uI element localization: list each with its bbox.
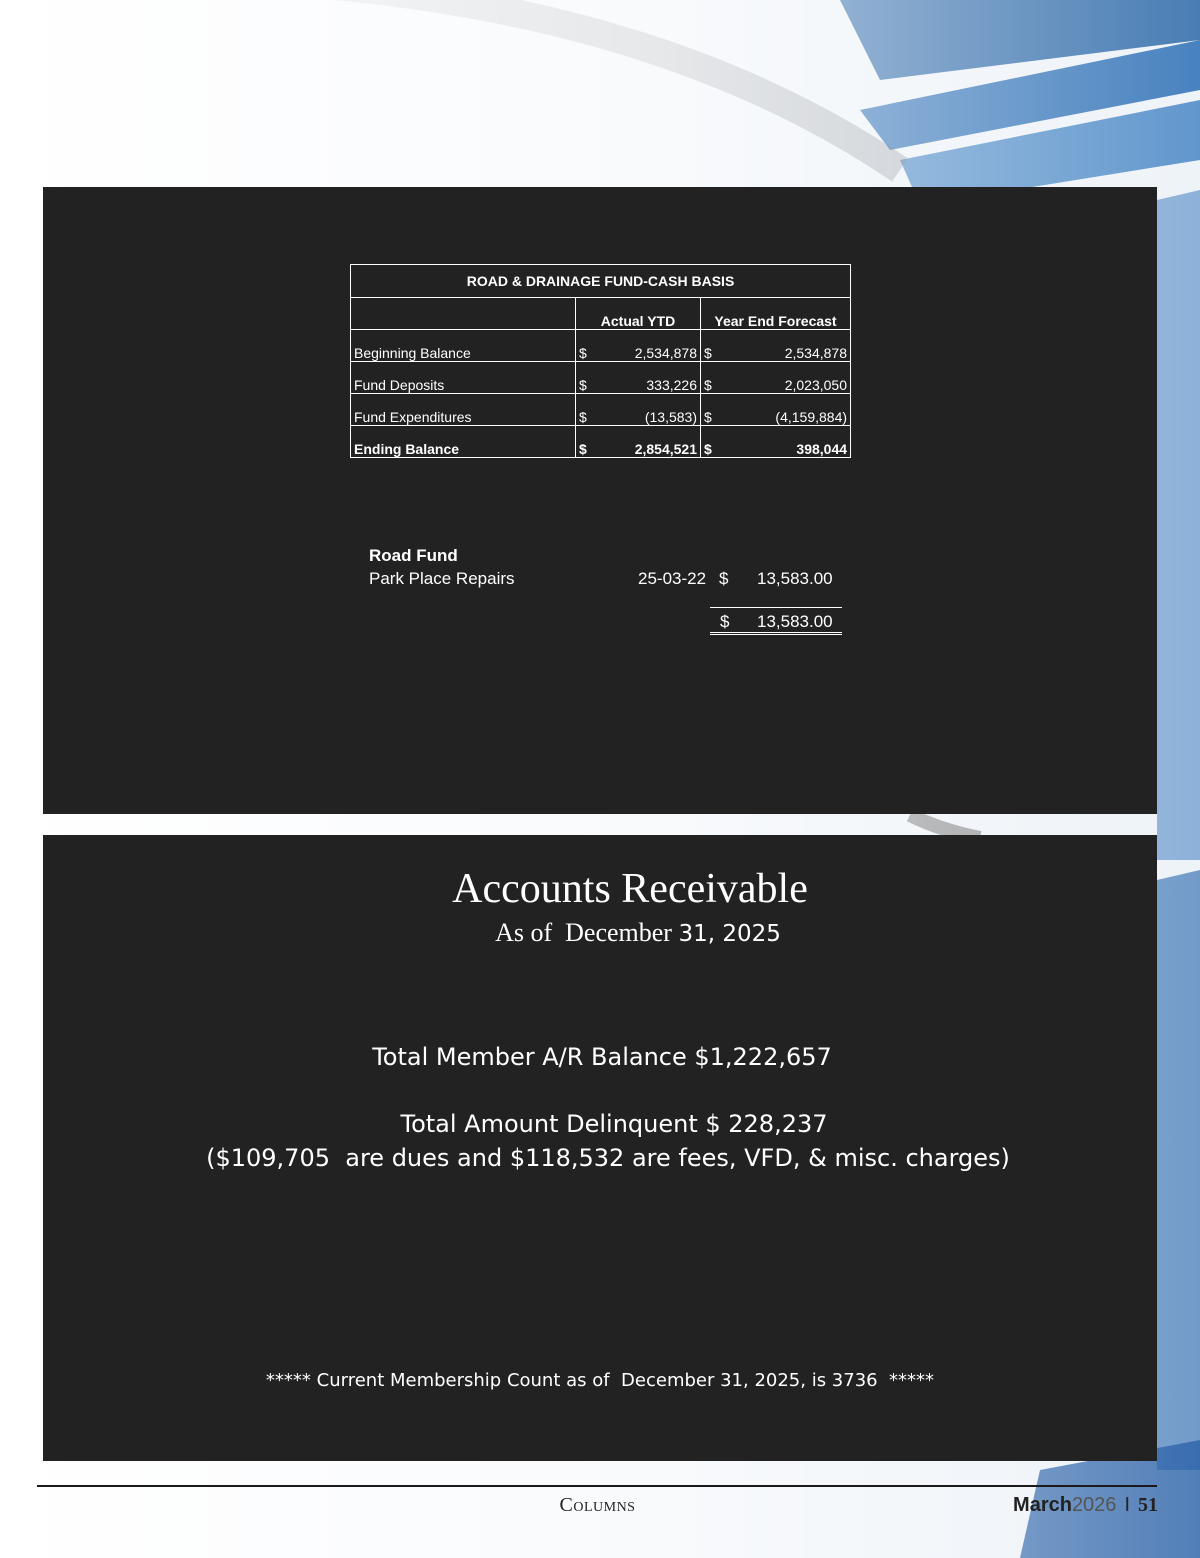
forecast-value: 398,044	[796, 441, 848, 457]
forecast-value: 2,534,878	[784, 345, 848, 361]
forecast-value: 2,023,050	[784, 377, 848, 393]
currency-symbol: $	[704, 441, 712, 457]
actual-value: 2,534,878	[634, 345, 697, 361]
row-label: Fund Expenditures	[351, 394, 576, 426]
road-fund-item-date: 25-03-22	[638, 569, 707, 588]
footer-month: March	[1013, 1494, 1072, 1516]
actual-value: (13,583)	[644, 409, 697, 425]
page-number: 51	[1138, 1494, 1158, 1516]
ar-total-delinquent: Total Amount Delinquent $ 228,237	[400, 1110, 828, 1138]
table-row	[351, 362, 851, 394]
road-fund-item-amount: 13,583.00	[757, 569, 833, 588]
footer-separator: I	[1124, 1494, 1130, 1516]
column-header-actual: Actual YTD	[576, 298, 701, 330]
row-label: Fund Deposits	[351, 362, 576, 394]
row-label: Beginning Balance	[351, 330, 576, 362]
footer-rule	[37, 1485, 1157, 1487]
currency-symbol: $	[579, 345, 587, 361]
table-row-total	[351, 426, 851, 458]
actual-value: 333,226	[646, 377, 697, 393]
forecast-value: (4,159,884)	[775, 409, 848, 425]
road-fund-item-label: Park Place Repairs	[369, 569, 515, 588]
table-row	[351, 330, 851, 362]
ar-subtitle-prefix: As of December	[495, 918, 672, 947]
subtotal-rule	[710, 607, 842, 608]
footer-year: 2026	[1071, 1494, 1117, 1516]
currency-symbol: $	[704, 377, 712, 393]
road-fund-heading: Road Fund	[369, 546, 458, 565]
fund-panel	[43, 187, 1157, 814]
ar-breakdown: ($109,705 are dues and $118,532 are fees, VFD, & misc. charges)	[206, 1144, 1010, 1172]
road-fund-total	[710, 612, 842, 635]
ar-title: Accounts Receivable	[452, 866, 808, 912]
currency-symbol: $	[704, 345, 712, 361]
currency-symbol: $	[704, 409, 712, 425]
ar-subtitle-date: 31, 2025	[678, 921, 781, 947]
fund-table-header-empty	[351, 298, 576, 330]
road-fund-total-amount: 13,583.00	[757, 612, 833, 631]
currency-symbol: $	[579, 409, 587, 425]
row-label: Ending Balance	[351, 426, 576, 458]
accounts-receivable-panel	[43, 835, 1157, 1461]
ar-total-balance: Total Member A/R Balance $1,222,657	[372, 1043, 832, 1071]
road-fund-currency: $	[719, 569, 729, 588]
currency-symbol: $	[579, 377, 587, 393]
fund-table-title: ROAD & DRAINAGE FUND-CASH BASIS	[351, 265, 851, 298]
footer-issue	[1013, 1494, 1158, 1517]
footer-section-name: Columns	[559, 1494, 636, 1516]
table-row	[351, 394, 851, 426]
ar-subtitle	[43, 918, 1200, 948]
membership-count: ***** Current Membership Count as of December 31, 2025, is 3736 *****	[265, 1370, 935, 1391]
road-fund-total-currency: $	[720, 612, 730, 631]
currency-symbol: $	[579, 441, 587, 457]
column-header-forecast: Year End Forecast	[701, 298, 851, 330]
actual-value: 2,854,521	[634, 441, 697, 457]
fund-table	[350, 264, 851, 458]
